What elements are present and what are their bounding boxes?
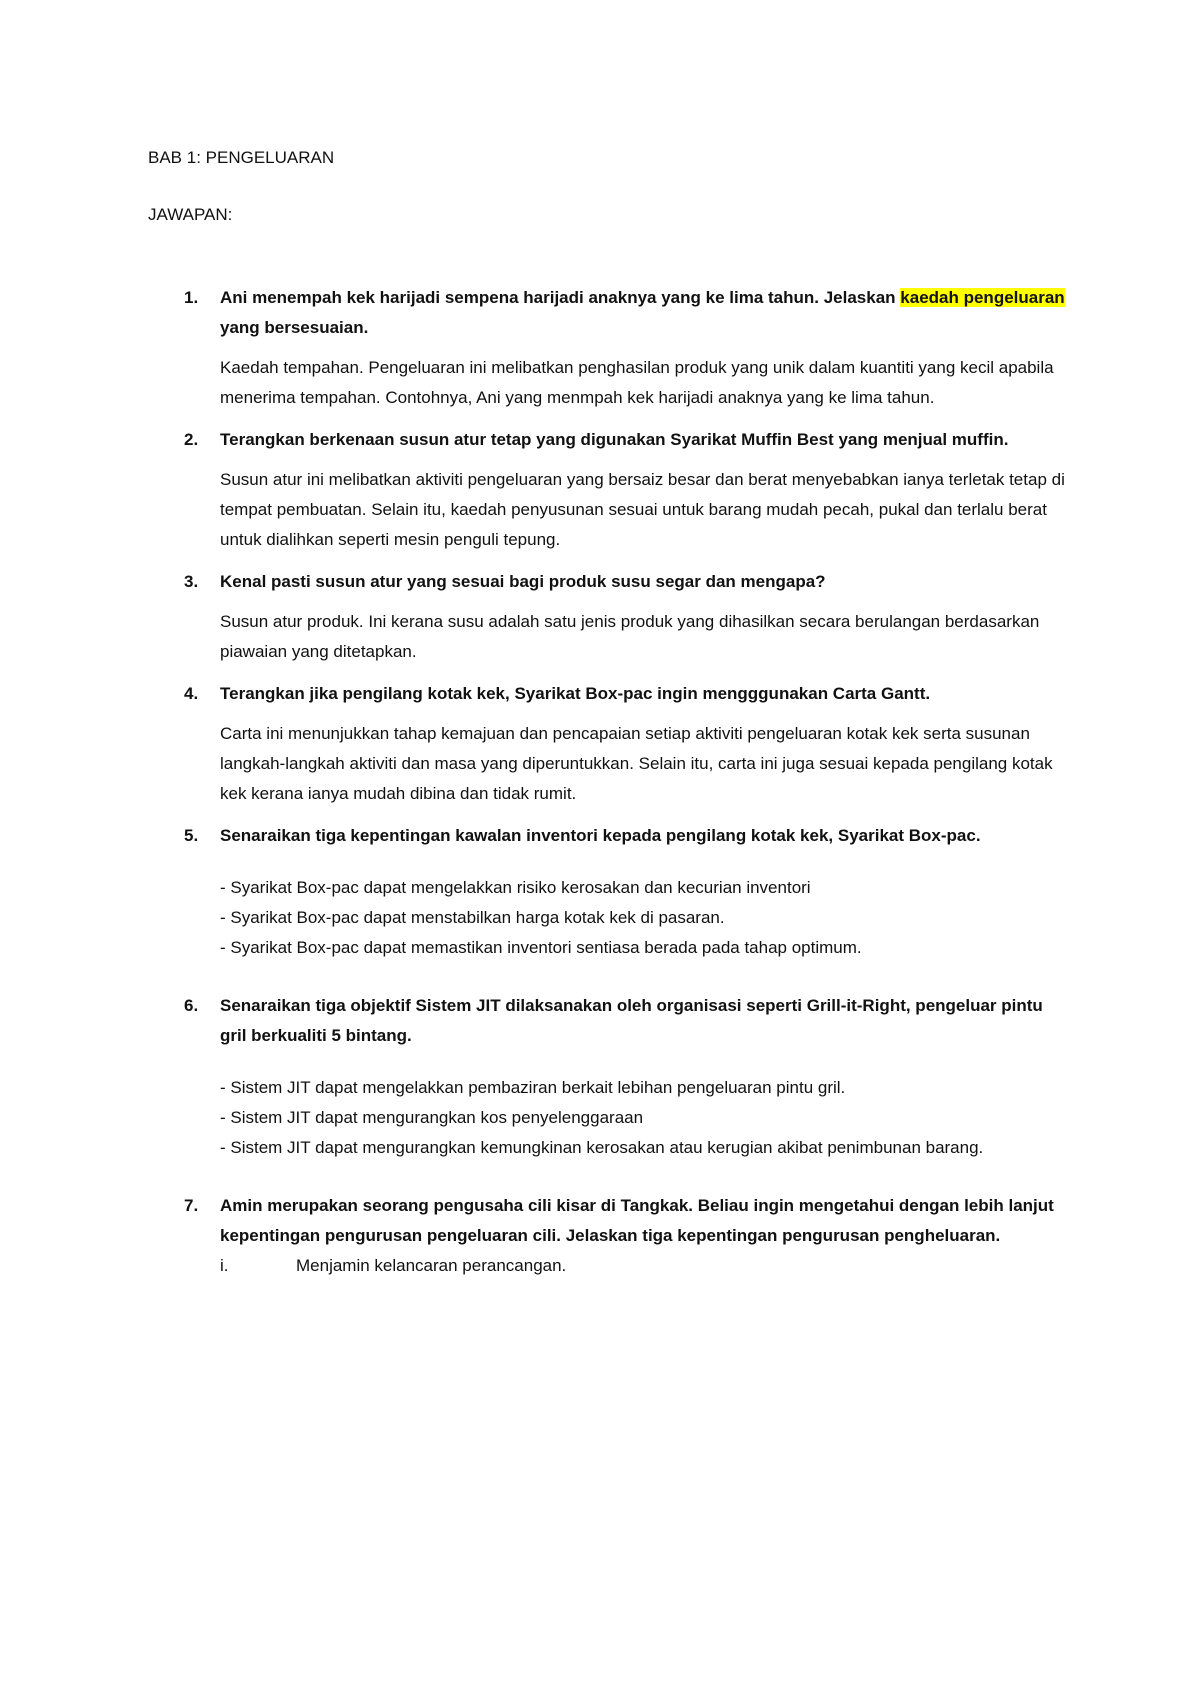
answer-text: Carta ini menunjukkan tahap kemajuan dan pencapaian setiap aktiviti pengeluaran kotak kek serta susunan langkah-langkah aktiviti dan masa yang diperuntukkan. Selain itu, carta ini juga sesuai kepada pengilang kotak kek kerana ianya mudah dibina dan tidak rumit. bbox=[220, 724, 1053, 803]
answer-text: Susun atur produk. Ini kerana susu adalah satu jenis produk yang dihasilkan secara berulangan berdasarkan piawaian yang ditetapkan. bbox=[220, 612, 1040, 661]
question-item-2 bbox=[148, 425, 1068, 555]
question-number: 7. bbox=[184, 1196, 199, 1215]
question-text: Terangkan jika pengilang kotak kek, Syarikat Box-pac ingin mengggunakan Carta Gantt. bbox=[220, 684, 931, 703]
question-item-6 bbox=[148, 991, 1068, 1163]
answers-heading: JAWAPAN: bbox=[148, 205, 233, 224]
question-list bbox=[148, 283, 1068, 1281]
list-item: - Syarikat Box-pac dapat mengelakkan risiko kerosakan dan kecurian inventori bbox=[220, 878, 811, 897]
question-text: Senaraikan tiga kepentingan kawalan inventori kepada pengilang kotak kek, Syarikat Box-pac. bbox=[220, 826, 981, 845]
question-item-5 bbox=[148, 821, 1068, 963]
question-text: Terangkan berkenaan susun atur tetap yang digunakan Syarikat Muffin Best yang menjual muffin. bbox=[220, 430, 1009, 449]
question-item-1 bbox=[148, 283, 1068, 413]
question-item-3 bbox=[148, 567, 1068, 667]
list-item: - Sistem JIT dapat mengurangkan kemungkinan kerosakan atau kerugian akibat penimbunan barang. bbox=[220, 1138, 984, 1157]
question-text: Ani menempah kek harijadi sempena harijadi anaknya yang ke lima tahun. Jelaskan kaedah pengeluaran yang bersesuaian. bbox=[220, 288, 1065, 337]
question-number: 6. bbox=[184, 996, 199, 1015]
answer-text: Kaedah tempahan. Pengeluaran ini melibatkan penghasilan produk yang unik dalam kuantiti yang kecil apabila menerima tempahan. Contohnya, Ani yang menmpah kek harijadi anaknya yang ke lima tahun. bbox=[220, 358, 1054, 407]
list-item: - Syarikat Box-pac dapat memastikan inventori sentiasa berada pada tahap optimum. bbox=[220, 938, 862, 957]
list-item: - Sistem JIT dapat mengelakkan pembaziran berkait lebihan pengeluaran pintu gril. bbox=[220, 1078, 846, 1097]
list-item: - Syarikat Box-pac dapat menstabilkan harga kotak kek di pasaran. bbox=[220, 908, 725, 927]
question-number: 3. bbox=[184, 572, 199, 591]
question-text: Amin merupakan seorang pengusaha cili kisar di Tangkak. Beliau ingin mengetahui dengan lebih lanjut kepentingan pengurusan pengeluaran cili. Jelaskan tiga kepentingan pengurusan pengheluaran. bbox=[220, 1196, 1054, 1245]
highlighted-text: kaedah pengeluaran bbox=[900, 288, 1065, 307]
roman-marker: i. bbox=[220, 1256, 229, 1275]
question-number: 4. bbox=[184, 684, 199, 703]
question-text: Senaraikan tiga objektif Sistem JIT dilaksanakan oleh organisasi seperti Grill-it-Right, pengeluar pintu gril berkualiti 5 bintang. bbox=[220, 996, 1043, 1045]
answer-text: Susun atur ini melibatkan aktiviti pengeluaran yang bersaiz besar dan berat menyebabkan ianya terletak tetap di tempat pembuatan. Selain itu, kaedah penyusunan sesuai untuk barang mudah pecah, pukal dan terlalu berat untuk dialihkan seperti mesin penguli tepung. bbox=[220, 470, 1065, 549]
question-number: 5. bbox=[184, 826, 199, 845]
list-item: - Sistem JIT dapat mengurangkan kos penyelenggaraan bbox=[220, 1108, 644, 1127]
answer-list bbox=[220, 1073, 1068, 1163]
question-number: 2. bbox=[184, 430, 199, 449]
question-item-4 bbox=[148, 679, 1068, 809]
sub-answer bbox=[220, 1251, 1068, 1281]
question-text: Kenal pasti susun atur yang sesuai bagi produk susu segar dan mengapa? bbox=[220, 572, 826, 591]
answer-list bbox=[220, 873, 1068, 963]
question-item-7 bbox=[148, 1191, 1068, 1281]
sub-answer-text: Menjamin kelancaran perancangan. bbox=[296, 1256, 567, 1275]
question-number: 1. bbox=[184, 288, 199, 307]
document-title: BAB 1: PENGELUARAN bbox=[148, 148, 335, 167]
